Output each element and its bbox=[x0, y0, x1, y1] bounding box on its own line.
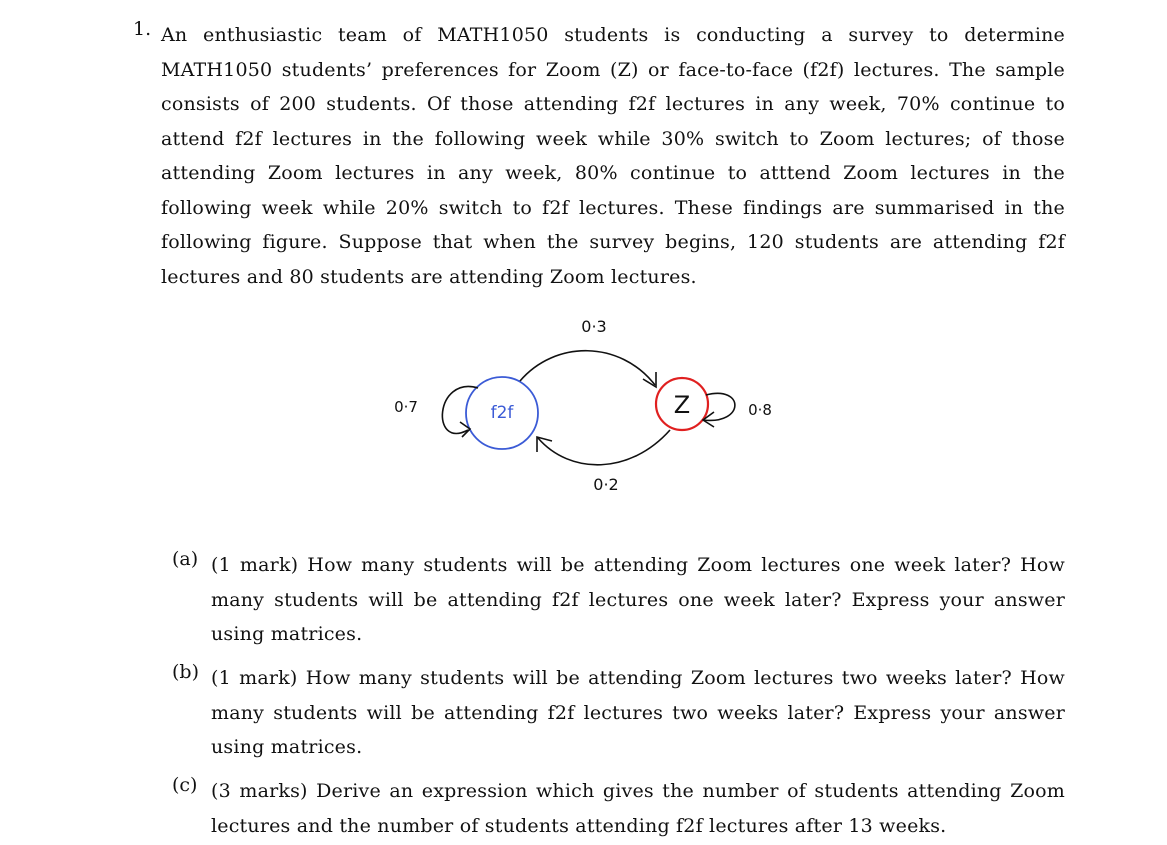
transition-diagram bbox=[380, 300, 800, 500]
f2f-node-label: f2f bbox=[490, 403, 514, 423]
part-c-text: (3 marks) Derive an expression which gives the number of students attending Zoom lectures and the number of students attending f2f lectures after 13 weeks. bbox=[211, 780, 1065, 837]
zoom-node-label: Z bbox=[673, 391, 691, 419]
question-number: 1. bbox=[133, 18, 152, 40]
part-a-text: (1 mark) How many students will be attending Zoom lectures one week later? How many students will be attending f2f lectures one week later? Express your answer using matrices. bbox=[211, 554, 1065, 645]
edge-f2f-self-label: 0·7 bbox=[394, 398, 418, 416]
part-b-label: (b) bbox=[172, 661, 199, 683]
part-c-label: (c) bbox=[172, 774, 198, 796]
edge-f2f-to-zoom-label: 0·3 bbox=[581, 317, 607, 336]
edge-f2f-to-zoom bbox=[520, 317, 656, 387]
edge-zoom-self-label: 0·8 bbox=[748, 401, 772, 419]
zoom-node bbox=[656, 378, 708, 430]
part-a-label: (a) bbox=[172, 548, 199, 570]
part-b-text: (1 mark) How many students will be attending Zoom lectures two weeks later? How many students will be attending f2f lectures two weeks later? Express your answer using matrices. bbox=[211, 667, 1065, 758]
question-text: An enthusiastic team of MATH1050 students is conducting a survey to determine MATH1050 students’ preferences for Zoom (Z) or face-to-face (f2f) lectures. The sample consists of 200 students. Of those attending f2f lectures in any week, 70% continue to attend f2f lectures in the following week while 30% switch to Zoom lectures; of those attending Zoom lectures in any week, 80% continue to atttend Zoom lectures in the following week while 20% switch to f2f lectures. These findings are summarised in the following figure. Suppose that when the survey begins, 120 students are attending f2f lectures and 80 students are attending Zoom lectures. bbox=[161, 24, 1065, 288]
edge-zoom-self bbox=[703, 393, 772, 427]
edge-zoom-to-f2f-label: 0·2 bbox=[593, 475, 619, 494]
edge-zoom-to-f2f bbox=[537, 430, 670, 494]
